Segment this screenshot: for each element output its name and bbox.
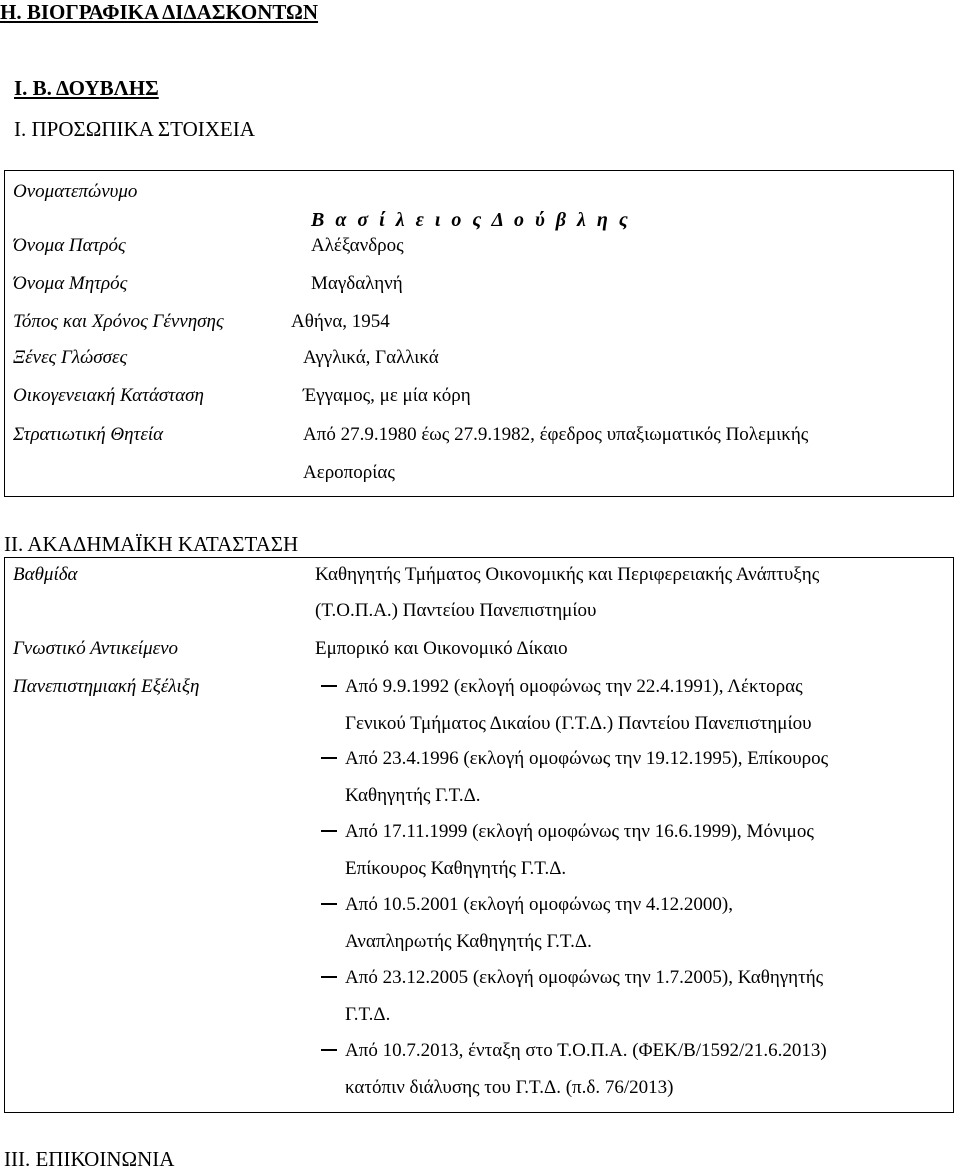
row-label-father: Όνομα Πατρός [13, 235, 126, 256]
row-value-military-cont: Αεροπορίας [303, 462, 395, 483]
career-item-4: Από 10.5.2001 (εκλογή ομοφώνως την 4.12.2000), [321, 894, 733, 916]
rank-value-line2: (Τ.Ο.Π.Α.) Παντείου Πανεπιστημίου [315, 600, 597, 621]
row-label-family: Οικογενειακή Κατάσταση [13, 385, 204, 406]
career-item-2: Από 23.4.1996 (εκλογή ομοφώνως την 19.12.1995), Επίκουρος [321, 748, 828, 770]
row-label-birth: Τόπος και Χρόνος Γέννησης [13, 311, 224, 332]
career-item-5-cont: Γ.Τ.Δ. [345, 1004, 391, 1025]
row-value-languages: Αγγλικά, Γαλλικά [303, 347, 439, 368]
career-item-5: Από 23.12.2005 (εκλογή ομοφώνως την 1.7.2005), Καθηγητής [321, 967, 823, 989]
dash-bullet-icon [321, 1049, 337, 1051]
career-item-2-cont: Καθηγητής Γ.Τ.Δ. [345, 785, 481, 806]
person-name-heading: Ι. Β. ΔΟΥΒΛΗΣ [14, 76, 159, 100]
row-value-mother: Μαγδαληνή [311, 273, 403, 294]
subject-value: Εμπορικό και Οικονομικό Δίκαιο [315, 638, 568, 659]
personal-data-table [4, 170, 954, 497]
subject-label: Γνωστικό Αντικείμενο [13, 638, 179, 659]
document-title: Η. ΒΙΟΓΡΑΦΙΚΑ ΔΙΔΑΣΚΟΝΤΩΝ [0, 0, 319, 24]
section-1-title: Ι. ΠΡΟΣΩΠΙΚΑ ΣΤΟΙΧΕΙΑ [14, 117, 255, 141]
career-item-1: Από 9.9.1992 (εκλογή ομοφώνως την 22.4.1991), Λέκτορας [321, 676, 803, 698]
section-2-title: ΙΙ. ΑΚΑΔΗΜΑΪΚΗ ΚΑΤΑΣΤΑΣΗ [4, 532, 299, 556]
dash-bullet-icon [321, 757, 337, 759]
career-item-1-cont: Γενικού Τμήματος Δικαίου (Γ.Τ.Δ.) Παντείου Πανεπιστημίου [345, 713, 812, 734]
career-item-3-cont: Επίκουρος Καθηγητής Γ.Τ.Δ. [345, 858, 567, 879]
row-value-family: Έγγαμος, με μία κόρη [303, 385, 471, 406]
career-item-6: Από 10.7.2013, ένταξη στο Τ.Ο.Π.Α. (ΦΕΚ/Β/1592/21.6.2013) [321, 1040, 827, 1062]
section-3-title: ΙΙΙ. ΕΠΙΚΟΙΝΩΝΙΑ [4, 1147, 175, 1171]
dash-bullet-icon [321, 685, 337, 687]
dash-bullet-icon [321, 830, 337, 832]
career-item-6-cont: κατόπιν διάλυσης του Γ.Τ.Δ. (π.δ. 76/2013) [345, 1077, 674, 1098]
career-item-4-cont: Αναπληρωτής Καθηγητής Γ.Τ.Δ. [345, 931, 592, 952]
dash-bullet-icon [321, 903, 337, 905]
row-value-fullname: Β α σ ί λ ε ι ο ς Δ ο ύ β λ η ς [311, 209, 631, 231]
career-item-3: Από 17.11.1999 (εκλογή ομοφώνως την 16.6.1999), Μόνιμος [321, 821, 814, 843]
dash-bullet-icon [321, 976, 337, 978]
career-label: Πανεπιστημιακή Εξέλιξη [13, 676, 200, 697]
rank-value-line1: Καθηγητής Τμήματος Οικονομικής και Περιφερειακής Ανάπτυξης [315, 564, 820, 585]
row-label-languages: Ξένες Γλώσσες [13, 347, 128, 368]
rank-label: Βαθμίδα [13, 564, 78, 585]
row-value-birth: Αθήνα, 1954 [291, 311, 390, 332]
row-label-fullname: Ονοματεπώνυμο [13, 181, 138, 202]
row-value-military: Από 27.9.1980 έως 27.9.1982, έφεδρος υπαξιωματικός Πολεμικής [303, 424, 809, 445]
row-label-mother: Όνομα Μητρός [13, 273, 128, 294]
academic-status-table [4, 557, 954, 1113]
row-value-father: Αλέξανδρος [311, 235, 404, 256]
row-label-military: Στρατιωτική Θητεία [13, 424, 164, 445]
